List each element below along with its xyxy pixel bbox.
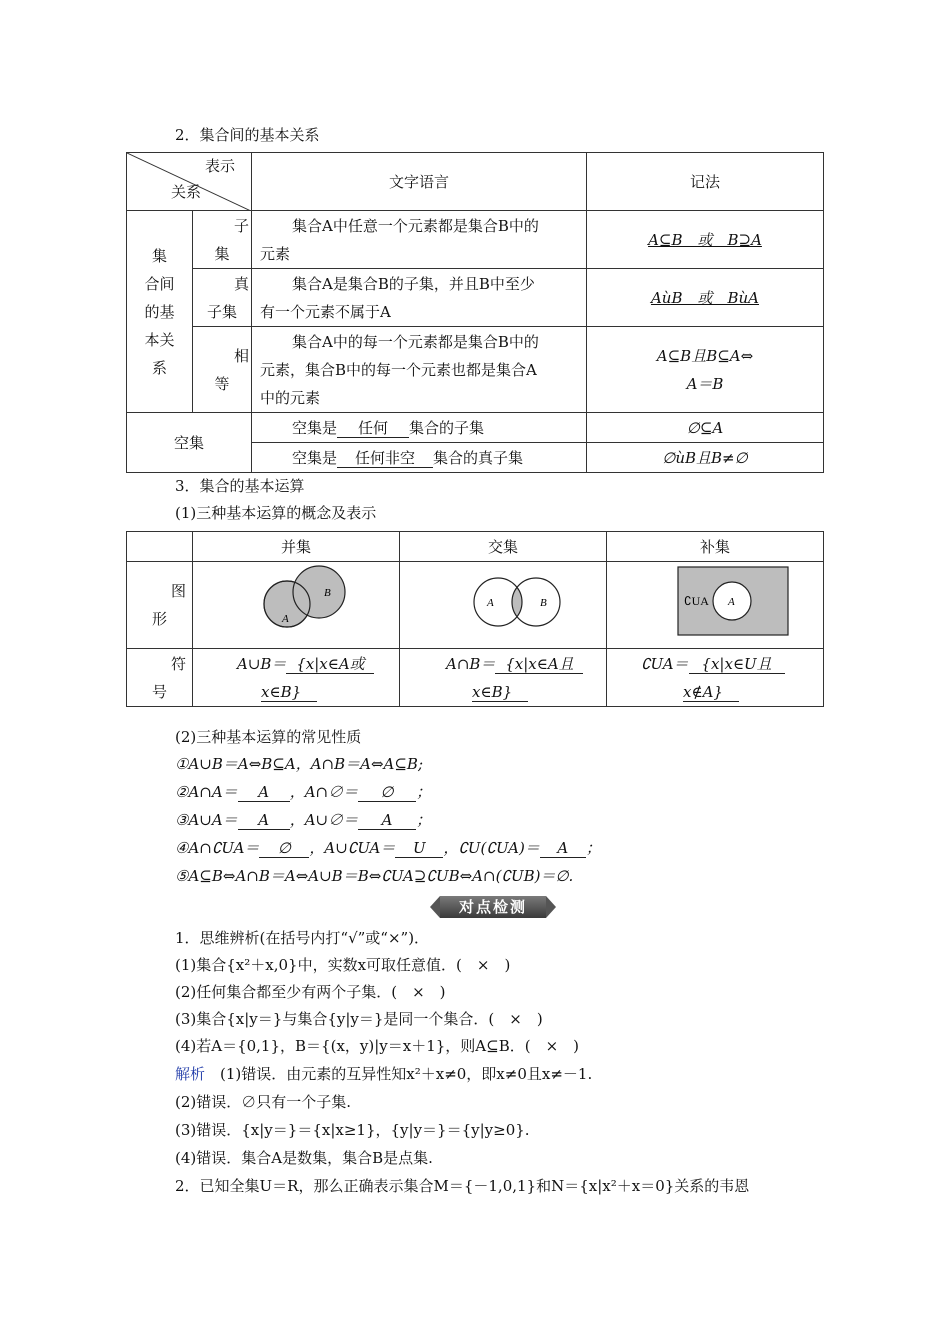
prop-blank: ∅ <box>358 783 416 802</box>
empty-pre: 空集是 <box>292 449 338 467</box>
group-label-line: 系 <box>151 358 167 377</box>
col-intersection: 交集 <box>400 532 607 562</box>
intersection-symbol <box>400 649 607 707</box>
complement-venn-cell <box>607 562 824 649</box>
question-1-4: (4)若A＝{0,1}，B＝{(x，y)|y＝x＋1}，则A⊆B．( × ) <box>175 1037 579 1055</box>
prop-blank: ∅ <box>259 839 309 858</box>
empty-row-1-notation: ∅⊆A <box>587 413 824 443</box>
prop-text: ； <box>416 811 432 829</box>
group-label-line: 集 <box>151 246 167 265</box>
question-1-3: (3)集合{x|y＝}与集合{y|y＝}是同一个集合．( × ) <box>175 1010 543 1028</box>
row-text-b: 元素，集合B中的每一个元素也都是集合A <box>260 360 537 379</box>
symbol-blank: x∉A} <box>683 683 739 702</box>
row-notation-equal <box>587 327 824 413</box>
symbol-pre: A∩B＝ <box>446 654 496 673</box>
header-notation: 记法 <box>587 153 824 211</box>
union-venn-cell <box>193 562 400 649</box>
row-text-subset <box>252 211 587 269</box>
notation-value: AùB 或 BùA <box>650 289 760 307</box>
empty-row-1-text <box>252 413 587 443</box>
row-name-equal <box>193 327 252 413</box>
notation-value: A＝B <box>686 374 724 393</box>
header-rel-bottom: 关系 <box>171 183 202 201</box>
property-3 <box>175 810 431 830</box>
solution-label: 解析 <box>175 1065 206 1083</box>
section3-heading: 3．集合的基本运算 <box>175 477 305 495</box>
prop-text: ③A∪A＝ <box>175 811 238 829</box>
row-name-proper <box>193 269 252 327</box>
complement-symbol <box>607 649 824 707</box>
label-part: 图 <box>170 582 186 600</box>
prop-text: ； <box>416 783 432 801</box>
row-figure-label <box>127 562 193 649</box>
prop-text: ，A∩∅＝ <box>289 783 359 801</box>
row-text-b: 元素 <box>260 244 291 263</box>
venn-label-b: B <box>540 597 547 609</box>
row-text-b: 有一个元素不属于A <box>260 302 391 321</box>
row-symbol-label <box>127 649 193 707</box>
row-name-b: 集 <box>214 244 230 263</box>
group-label-line: 的基 <box>144 302 175 321</box>
solution-4: (4)错误．集合A是数集，集合B是点集. <box>175 1149 433 1167</box>
notation-value: A⊆B 或 B⊇A <box>648 231 762 249</box>
corner-cell <box>127 532 193 562</box>
empty-post: 集合的子集 <box>409 419 485 437</box>
row-name-b: 子集 <box>206 302 237 321</box>
check-badge: 对点检测 <box>440 896 546 918</box>
symbol-blank: x∈B} <box>472 683 528 702</box>
group-label-line: 本关 <box>144 330 175 349</box>
question-1-1: (1)集合{x²＋x,0}中，实数x可取任意值．( × ) <box>175 956 511 974</box>
row-text-c: 中的元素 <box>260 388 321 407</box>
symbol-pre: ∁UA＝ <box>641 654 689 673</box>
group-label <box>127 211 193 413</box>
col-union: 并集 <box>193 532 400 562</box>
property-5: ⑤A⊆B⇔A∩B＝A⇔A∪B＝B⇔∁UA⊇∁UB⇔A∩(∁UB)＝∅. <box>175 867 574 885</box>
empty-row-2-text <box>252 443 587 473</box>
union-symbol <box>193 649 400 707</box>
row-text-a: 集合A中任意一个元素都是集合B中的 <box>292 216 539 235</box>
property-1: ①A∪B＝A⇔B⊆A，A∩B＝A⇔A⊆B; <box>175 755 423 773</box>
prop-text: ； <box>585 839 601 857</box>
row-name-a: 子 <box>233 216 249 235</box>
empty-row-2-notation: ∅ùB且B≠∅ <box>587 443 824 473</box>
section3-sub1: (1)三种基本运算的概念及表示 <box>175 504 377 522</box>
prop-text: ，∁U(∁UA)＝ <box>443 839 540 857</box>
row-notation-subset <box>587 211 824 269</box>
intersection-venn-diagram <box>400 562 606 644</box>
venn-label-a: A <box>487 597 494 609</box>
empty-set-label: 空集 <box>127 413 252 473</box>
empty-blank: 任何 <box>337 419 409 438</box>
question-1: 1．思维辨析(在括号内打“√”或“×”)． <box>175 929 430 947</box>
union-venn-diagram <box>193 562 399 644</box>
row-name-a: 真 <box>233 274 249 293</box>
label-part: 符 <box>170 654 186 673</box>
venn-label-b: B <box>324 587 331 599</box>
prop-text: ②A∩A＝ <box>175 783 238 801</box>
notation-value: A⊆B且B⊆A⇔ <box>656 346 754 365</box>
empty-post: 集合的真子集 <box>433 449 524 467</box>
header-text-lang: 文字语言 <box>252 153 587 211</box>
section3-sub2: (2)三种基本运算的常见性质 <box>175 728 362 746</box>
row-text-a: 集合A是集合B的子集，并且B中至少 <box>292 274 535 293</box>
symbol-blank: {x|x∈A或 <box>286 655 374 674</box>
property-4 <box>175 838 601 858</box>
row-name-b: 等 <box>214 374 230 393</box>
label-part: 形 <box>151 610 167 628</box>
solution-3: (3)错误．{x|y＝}＝{x|x≥1}，{y|y＝}＝{y|y≥0}. <box>175 1121 530 1139</box>
row-text-equal <box>252 327 587 413</box>
row-text-proper <box>252 269 587 327</box>
prop-blank: A <box>540 839 586 858</box>
col-complement: 补集 <box>607 532 824 562</box>
prop-blank: U <box>395 839 443 858</box>
symbol-blank: {x|x∈U且 <box>689 655 785 674</box>
property-2 <box>175 782 431 802</box>
operations-table <box>126 531 824 707</box>
question-2: 2．已知全集U＝R，那么正确表示集合M＝{－1,0,1}和N＝{x|x²＋x＝0}关系的韦恩 <box>175 1177 750 1195</box>
header-rel-top: 表示 <box>205 157 236 175</box>
group-label-line: 合间 <box>144 274 175 293</box>
prop-text: ，A∪∁UA＝ <box>309 839 396 857</box>
symbol-pre: A∪B＝ <box>237 654 287 673</box>
complement-venn-diagram <box>608 562 823 644</box>
prop-blank: A <box>238 783 290 802</box>
symbol-blank: x∈B} <box>261 683 317 702</box>
solution-1 <box>175 1064 592 1084</box>
empty-pre: 空集是 <box>292 419 338 437</box>
header-diagonal-cell <box>127 153 252 211</box>
row-text-a: 集合A中的每一个元素都是集合B中的 <box>292 332 539 351</box>
prop-text: ④A∩∁UA＝ <box>175 839 260 857</box>
row-name-a: 相 <box>233 346 249 365</box>
prop-blank: A <box>238 811 290 830</box>
relations-table <box>126 152 824 473</box>
empty-blank: 任何非空 <box>337 449 433 468</box>
solution-2: (2)错误．∅只有一个子集. <box>175 1093 352 1111</box>
row-notation-proper <box>587 269 824 327</box>
venn-label-a: A <box>727 596 735 608</box>
question-1-2: (2)任何集合都至少有两个子集．( × ) <box>175 983 446 1001</box>
symbol-blank: {x|x∈A且 <box>495 655 583 674</box>
prop-text: ，A∪∅＝ <box>289 811 359 829</box>
venn-label-cua: ∁UA <box>683 594 709 608</box>
solution-text: (1)错误．由元素的互异性知x²＋x≠0，即x≠0且x≠－1. <box>205 1065 593 1083</box>
row-name-subset <box>193 211 252 269</box>
section2-heading: 2．集合间的基本关系 <box>175 126 320 144</box>
venn-label-a: A <box>282 613 289 625</box>
intersection-venn-cell <box>400 562 607 649</box>
prop-blank: A <box>358 811 416 830</box>
label-part: 号 <box>151 682 167 701</box>
